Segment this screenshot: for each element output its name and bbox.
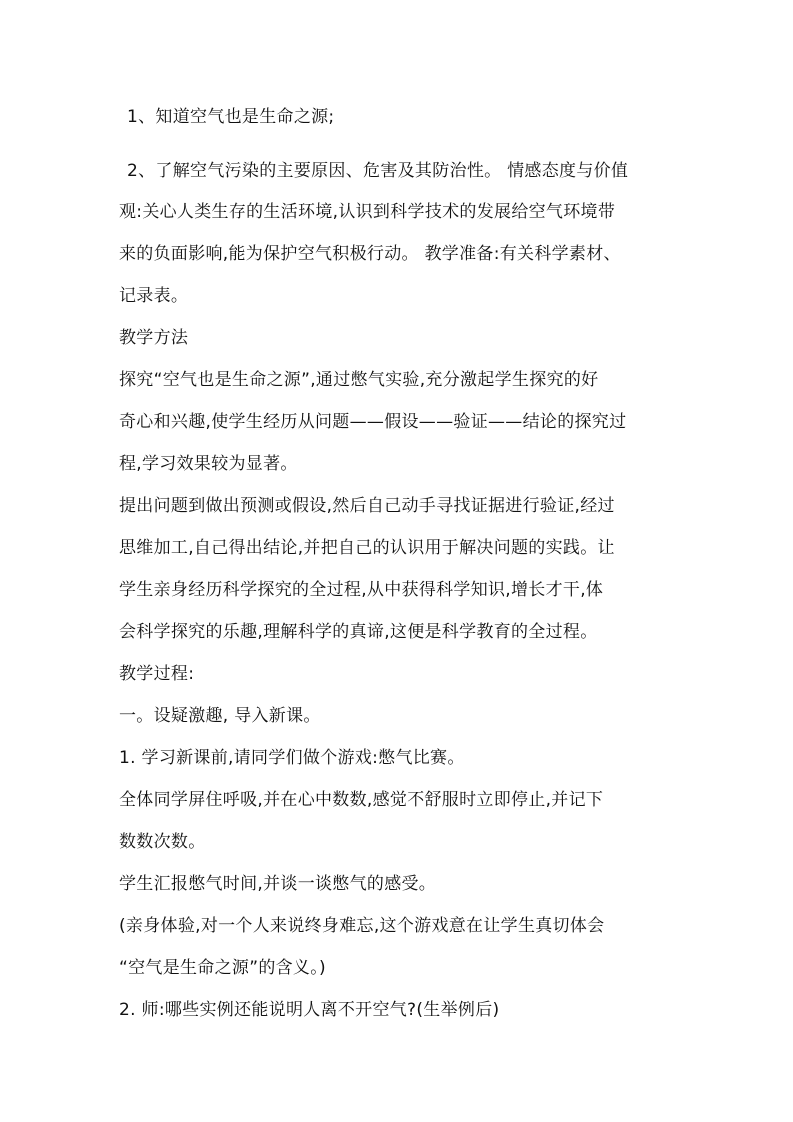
- paragraph-line: 思维加工,自己得出结论,并把自己的认识用于解决问题的实践。让: [119, 538, 615, 558]
- paragraph-line: 记录表。: [119, 286, 189, 306]
- step-heading: 一。设疑激趣, 导入新课。: [119, 706, 321, 726]
- paragraph-line: 探究“空气也是生命之源”,通过憋气实验,充分激起学生探究的好: [119, 370, 599, 390]
- section-heading-teaching-process: 教学过程:: [119, 664, 195, 684]
- section-heading-teaching-method: 教学方法: [119, 328, 189, 348]
- paragraph-line: 全体同学屏住呼吸,并在心中数数,感觉不舒服时立即停止,并记下: [119, 790, 604, 810]
- paragraph-line: 学生亲身经历科学探究的全过程,从中获得科学知识,增长才干,体: [119, 580, 604, 600]
- paragraph-line: (亲身体验,对一个人来说终身难忘,这个游戏意在让学生真切体会: [119, 916, 605, 936]
- paragraph-line: 2. 师:哪些实例还能说明人离不开空气?(生举例后): [119, 1000, 500, 1020]
- paragraph-line: 数数次数。: [119, 832, 206, 852]
- paragraph-line: 提出问题到做出预测或假设,然后自己动手寻找证据进行验证,经过: [119, 496, 615, 516]
- paragraph-line: 会科学探究的乐趣,理解科学的真谛,这便是科学教育的全过程。: [119, 622, 598, 642]
- objective-1: 1、知道空气也是生命之源;: [127, 107, 335, 127]
- paragraph-line: 来的负面影响,能为保护空气积极行动。 教学准备:有关科学素材、: [119, 244, 621, 264]
- paragraph-line: 1. 学习新课前,请同学们做个游戏:憋气比赛。: [119, 748, 465, 768]
- paragraph-line: “空气是生命之源”的含义。): [119, 958, 326, 978]
- paragraph-line: 奇心和兴趣,使学生经历从问题——假设——验证——结论的探究过: [119, 412, 627, 432]
- paragraph-line: 观:关心人类生存的生活环境,认识到科学技术的发展给空气环境带: [119, 202, 616, 222]
- paragraph-line: 学生汇报憋气时间,并谈一谈憋气的感受。: [119, 874, 437, 894]
- objective-2: 2、了解空气污染的主要原因、危害及其防治性。 情感态度与价值: [127, 161, 629, 181]
- paragraph-line: 程,学习效果较为显著。: [119, 454, 298, 474]
